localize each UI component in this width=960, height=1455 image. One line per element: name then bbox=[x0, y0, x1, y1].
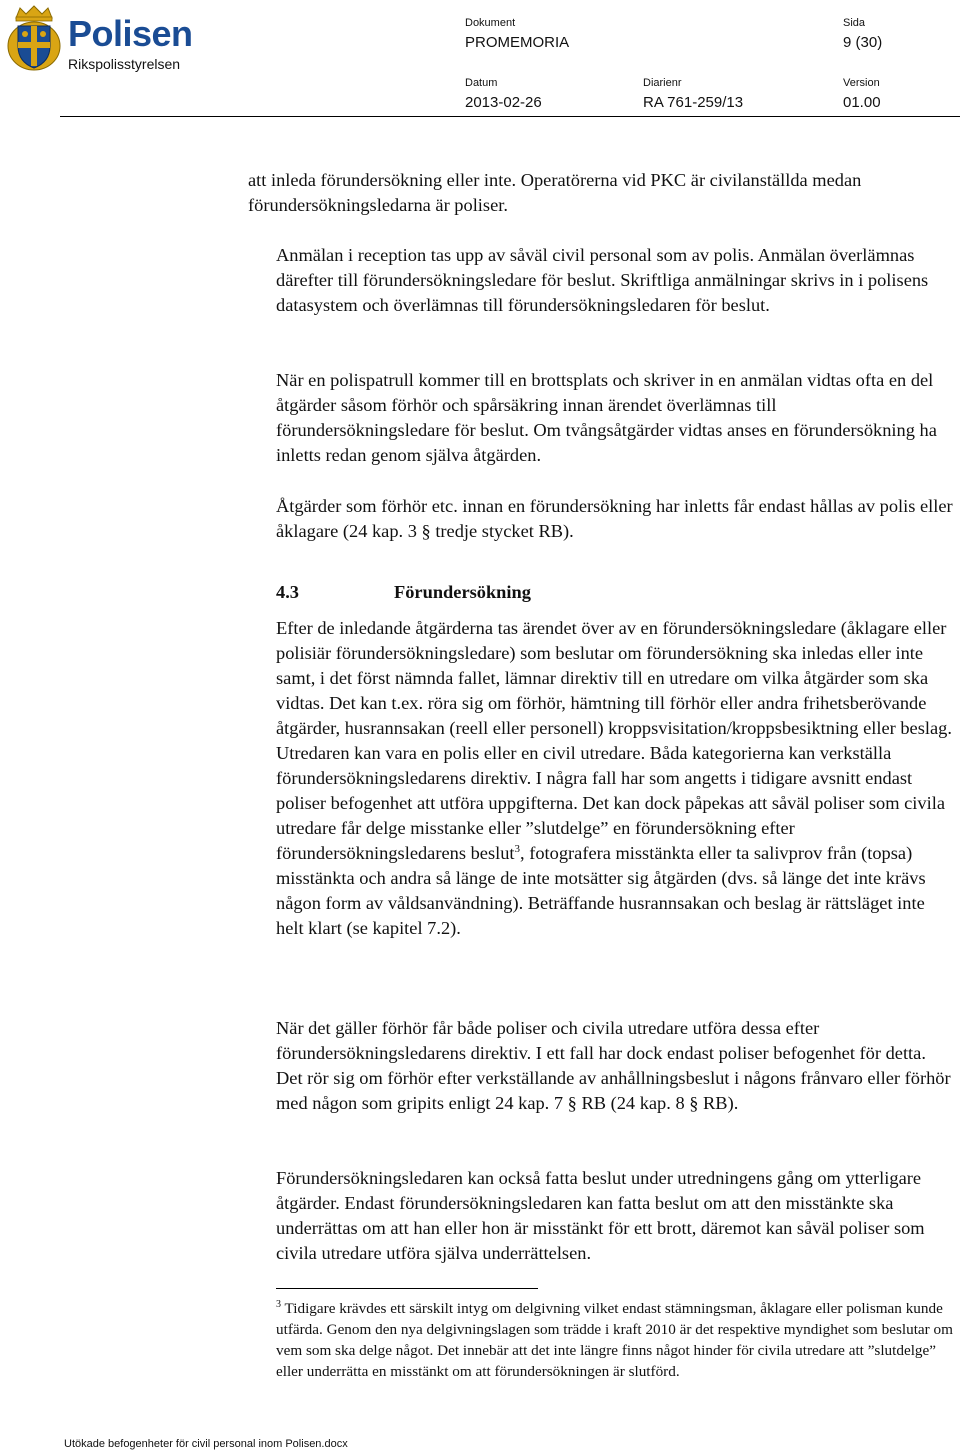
paragraph-3: När en polispatrull kommer till en brottsplats och skriver in en anmälan vidtas ofta en del åtgärder såsom förhör och spårsäkring innan ärendet överlämnas till förundersökningsledare för beslut. Om tvångsåtgärder vidtas anses en förundersökning ha inletts redan genom själva åtgärden. bbox=[276, 370, 937, 465]
meta-datum bbox=[465, 77, 542, 112]
section-heading bbox=[276, 580, 531, 605]
footnote-number: 3 bbox=[276, 1298, 281, 1310]
sida-label: Sida bbox=[843, 17, 866, 29]
footnote bbox=[276, 1298, 956, 1382]
sida-value: 9 (30) bbox=[843, 34, 883, 51]
meta-diarienr bbox=[643, 77, 743, 112]
paragraph-6: När det gäller förhör får både poliser och civila utredare utföra dessa efter förundersökningsledarens direktiv. I ett fall har dock endast poliser befogenhet för detta. Det rör sig om förhör efter verkställande av anhållningsbeslut i någons frånvaro eller förhör med någon som gripits enligt 24 kap. 7 § RB (24 kap. 8 § RB). bbox=[276, 1018, 951, 1113]
paragraph-5-part-a: Efter de inledande åtgärderna tas ärendet över av en förundersökningsledare (åklagare eller polisiär förundersökningsledare) som beslutar om förundersökning ska inledas eller inte samt, i det först nämnda fallet, lämnar direktiv till en utredare om vilka åtgärder som ska vidtas. Det kan t.ex. röra sig om förhör, hämtning till förhör eller andra frihetsberövande åtgärder, husrannsakan (reell eller personell) kroppsvisitation/kroppsbesiktning eller beslag. Utredaren kan vara en polis eller en civil utredare. Båda kategorierna kan verkställa förundersökningsledarens direktiv. I några fall har som angetts i tidigare avsnitt endast poliser befogenhet att utföra uppgifterna. Det kan dock påpekas att såväl poliser som civila utredare får delge misstanke eller ”slutdelge” en förundersökning efter förundersökningsledarens beslut bbox=[276, 618, 952, 863]
header-divider bbox=[60, 116, 960, 117]
footnote-ref[interactable]: 3 bbox=[514, 842, 521, 855]
paragraph-5 bbox=[276, 616, 954, 941]
dokument-label: Dokument bbox=[465, 17, 516, 29]
org-name: Rikspolisstyrelsen bbox=[68, 56, 181, 72]
paragraph-5-part-b: , fotografera misstänkta eller ta salivprov från (topsa) misstänkta och andra så länge de inte motsätter sig åtgärden (dvs. så länge det inte krävs någon form av våldsanvändning). Beträffande husrannsakan och beslag är rättsläget inte helt klart (se kapitel 7.2). bbox=[276, 843, 926, 938]
datum-value: 2013-02-26 bbox=[465, 94, 542, 111]
datum-label: Datum bbox=[465, 77, 498, 89]
crest-icon bbox=[6, 4, 62, 72]
diarienr-label: Diarienr bbox=[643, 77, 682, 89]
paragraph-7: Förundersökningsledaren kan också fatta beslut under utredningens gång om ytterligare åtgärder. Endast förundersökningsledaren kan fatta beslut om att den misstänkte ska underrättas om att han eller hon är misstänkt för ett brott, däremot kan såväl poliser som civila utredare utföra själva underrättelsen. bbox=[276, 1168, 925, 1263]
version-value: 01.00 bbox=[843, 94, 881, 111]
section-title: Förundersökning bbox=[394, 582, 531, 602]
meta-dokument bbox=[465, 17, 569, 52]
meta-sida bbox=[843, 17, 882, 52]
dokument-value: PROMEMORIA bbox=[465, 34, 570, 51]
section-number: 4.3 bbox=[276, 582, 299, 602]
version-label: Version bbox=[843, 77, 880, 89]
paragraph-4: Åtgärder som förhör etc. innan en förundersökning har inletts får endast hållas av polis eller åklagare (24 kap. 3 § tredje stycket RB). bbox=[276, 496, 953, 541]
footnote-text: Tidigare krävdes ett särskilt intyg om delgivning vilket endast stämningsman, åklagare eller polisman kunde utfärda. Genom den nya delgivningslagen som trädde i kraft 2010 är det respektive myndighet som beslutar om vem som ska delge något. Det innebär att det inte längre finns något hinder för civila utredare att ”slutdelge” eller underrätta en misstänkt om att förundersökningen är slutförd. bbox=[276, 1300, 953, 1380]
meta-version bbox=[843, 77, 881, 112]
paragraph-2: Anmälan i reception tas upp av såväl civil personal som av polis. Anmälan överlämnas därefter till förundersökningsledare för beslut. Skriftliga anmälningar skrivs in i polisens datasystem och överlämnas till förundersökningsledaren för beslut. bbox=[276, 245, 929, 315]
brand-name: Polisen bbox=[68, 13, 193, 54]
paragraph-1: att inleda förundersökning eller inte. Operatörerna vid PKC är civilanställda medan förundersökningsledarna är poliser. bbox=[248, 170, 862, 215]
footnote-divider bbox=[276, 1288, 538, 1289]
polisen-logo bbox=[6, 4, 196, 74]
diarienr-value: RA 761-259/13 bbox=[643, 94, 744, 111]
footer-filename: Utökade befogenheter för civil personal inom Polisen.docx bbox=[64, 1438, 348, 1450]
